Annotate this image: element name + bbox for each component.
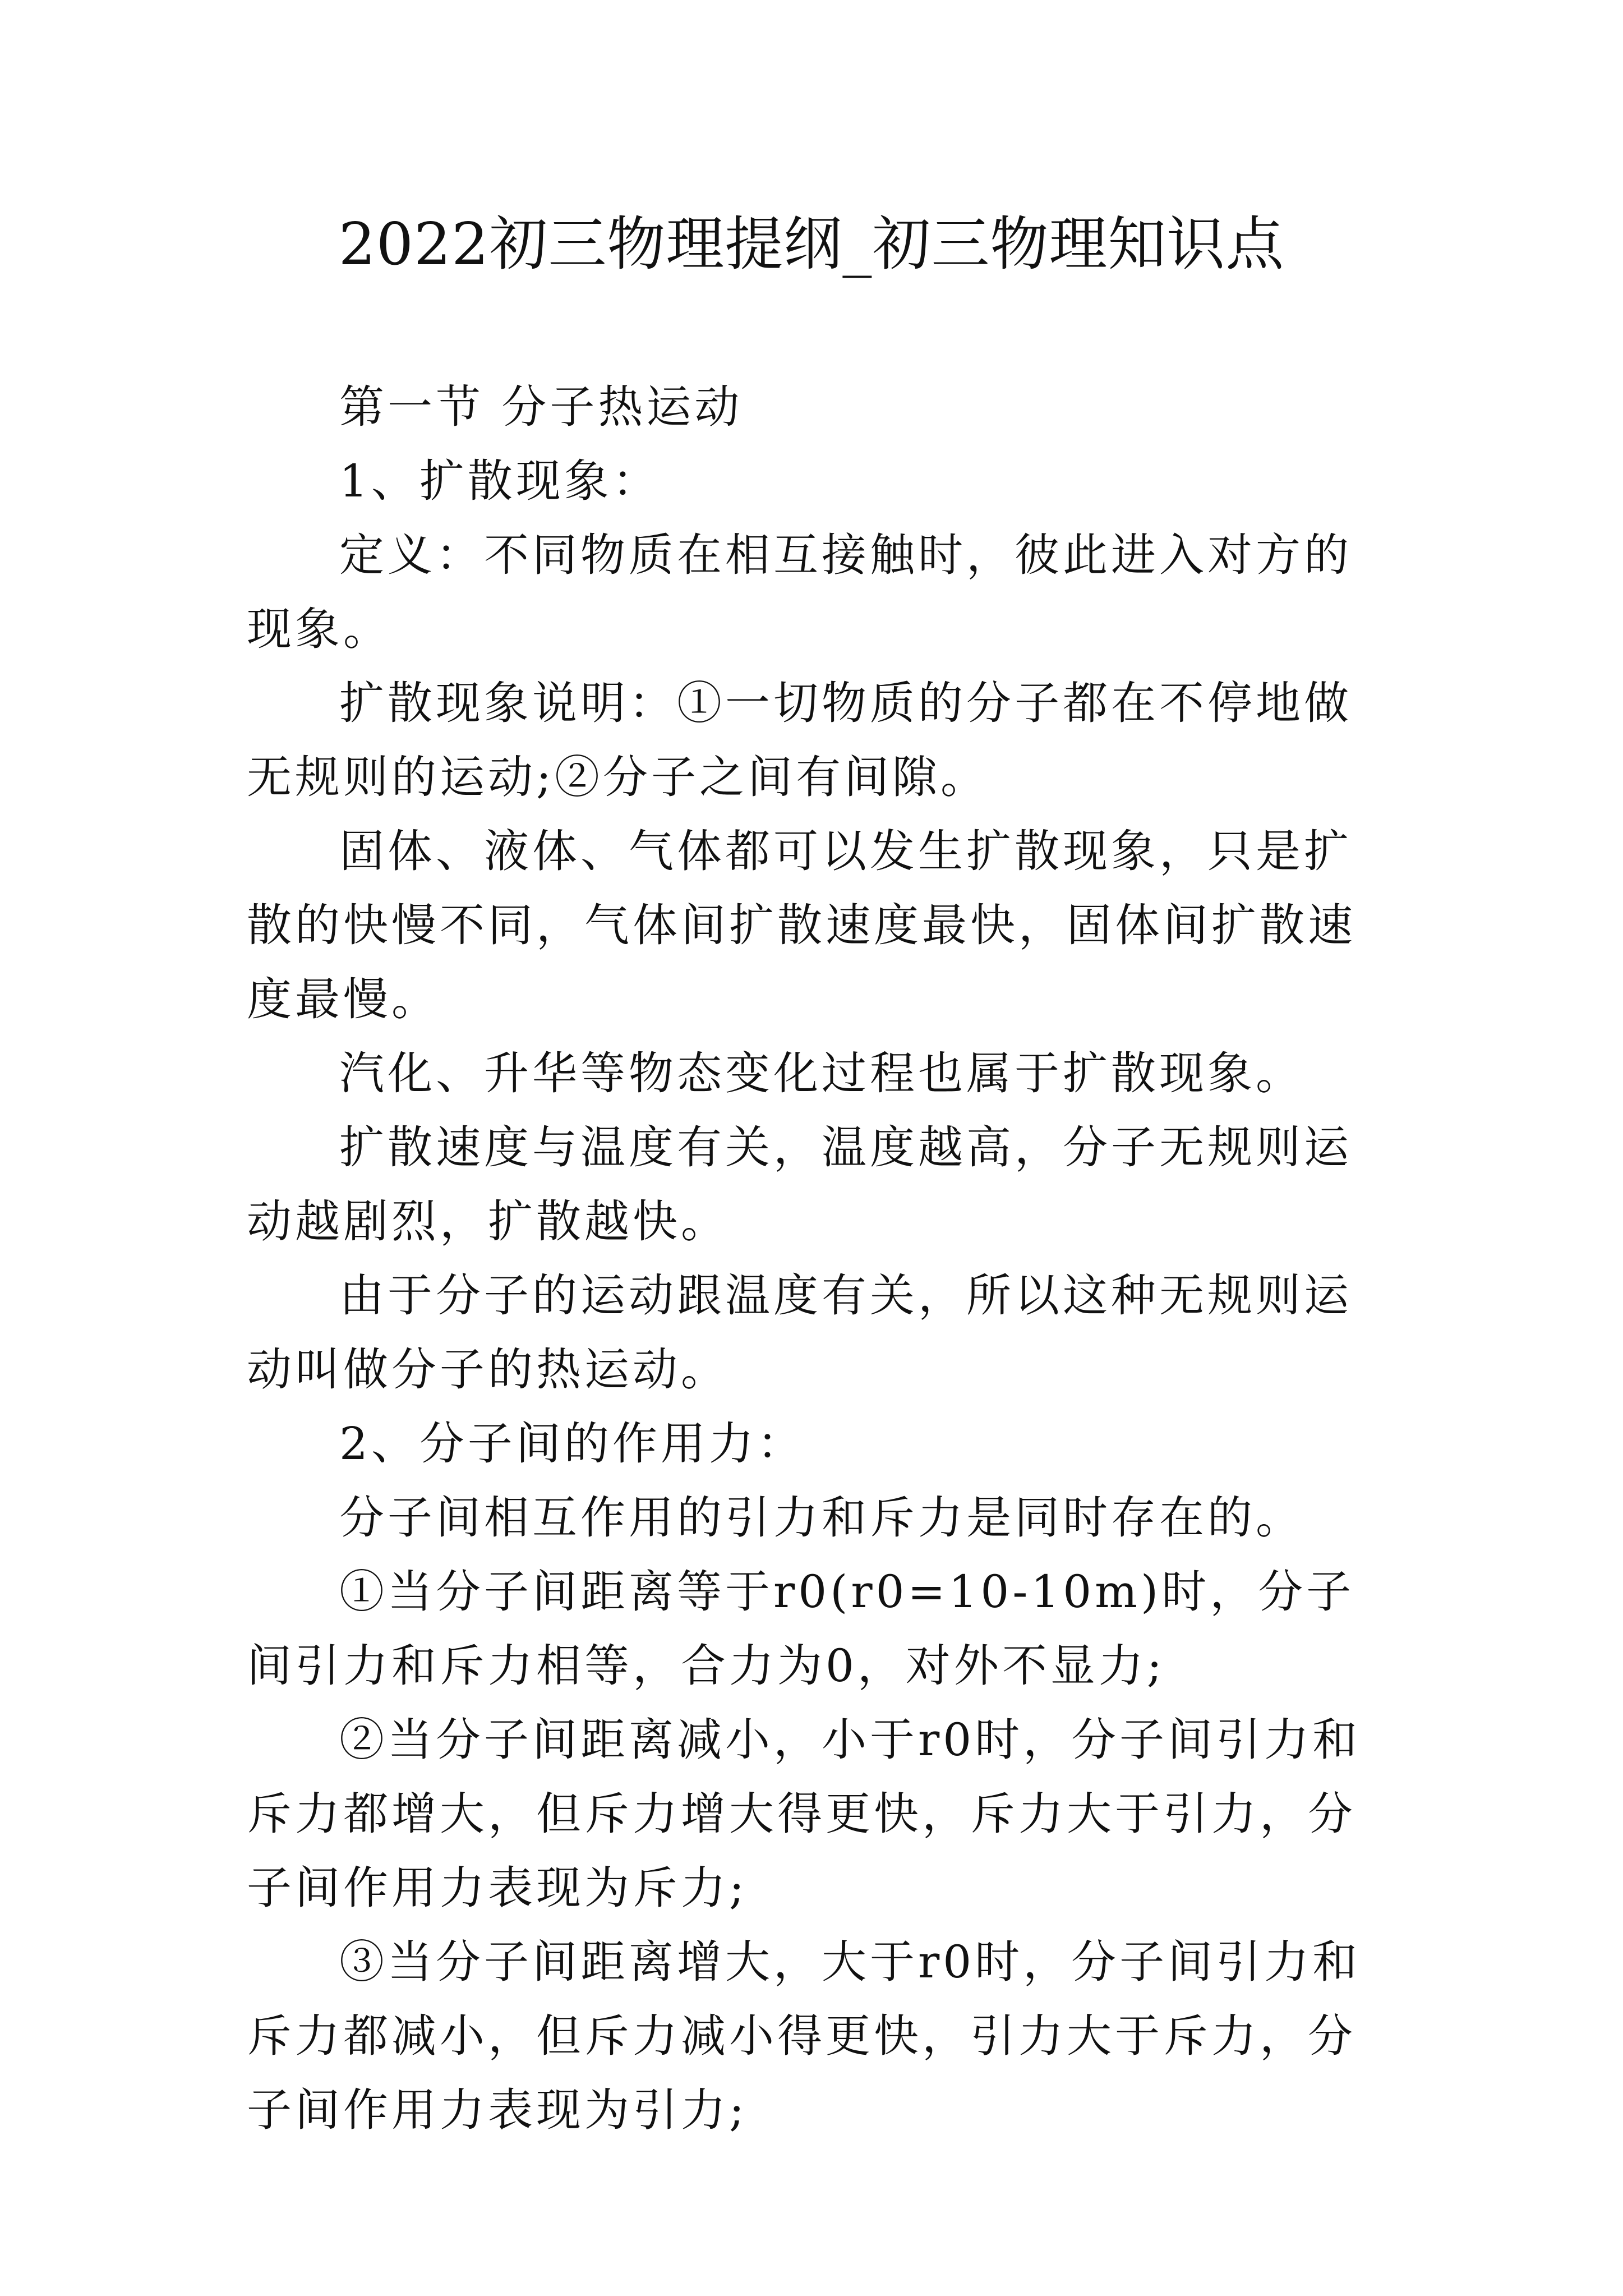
paragraph-thermal-motion: 由于分子的运动跟温度有关，所以这种无规则运动叫做分子的热运动。: [247, 1269, 1352, 1396]
paragraph-states-of-matter: 固体、液体、气体都可以发生扩散现象，只是扩散的快慢不同，气体间扩散速度最快，固体间扩散速度最慢。: [247, 825, 1356, 1025]
paragraph-diffusion-explanation: 扩散现象说明：①一切物质的分子都在不停地做无规则的运动;②分子之间有间隙。: [247, 677, 1352, 803]
paragraph-definition: 定义：不同物质在相互接触时，彼此进入对方的现象。: [247, 529, 1352, 655]
paragraph-equilibrium: ①当分子间距离等于r0(r0=10-10m)时，分子间引力和斥力相等，合力为0，对外不显力;: [247, 1566, 1355, 1692]
section-heading: 第一节 分子热运动: [339, 381, 743, 433]
paragraph-forces-coexist: 分子间相互作用的引力和斥力是同时存在的。: [339, 1492, 1304, 1544]
paragraph-attraction: ③当分子间距离增大，大于r0时，分子间引力和斥力都减小，但斥力减小得更快，引力大于斥力，分子间作用力表现为引力;: [247, 1936, 1361, 2136]
paragraph-phase-change: 汽化、升华等物态变化过程也属于扩散现象。: [339, 1047, 1304, 1099]
paragraph-temperature: 扩散速度与温度有关，温度越高，分子无规则运动越剧烈，扩散越快。: [247, 1121, 1352, 1248]
paragraph-repulsion: ②当分子间距离减小，小于r0时，分子间引力和斥力都增大，但斥力增大得更快，斥力大于引力，分子间作用力表现为斥力;: [247, 1714, 1361, 1914]
document-title: 2022初三物理提纲_初三物理知识点: [338, 210, 1285, 278]
subheading-diffusion: 1、扩散现象：: [339, 455, 661, 507]
document-body: [247, 370, 1391, 2147]
subheading-molecular-force: 2、分子间的作用力：: [339, 1418, 805, 1470]
